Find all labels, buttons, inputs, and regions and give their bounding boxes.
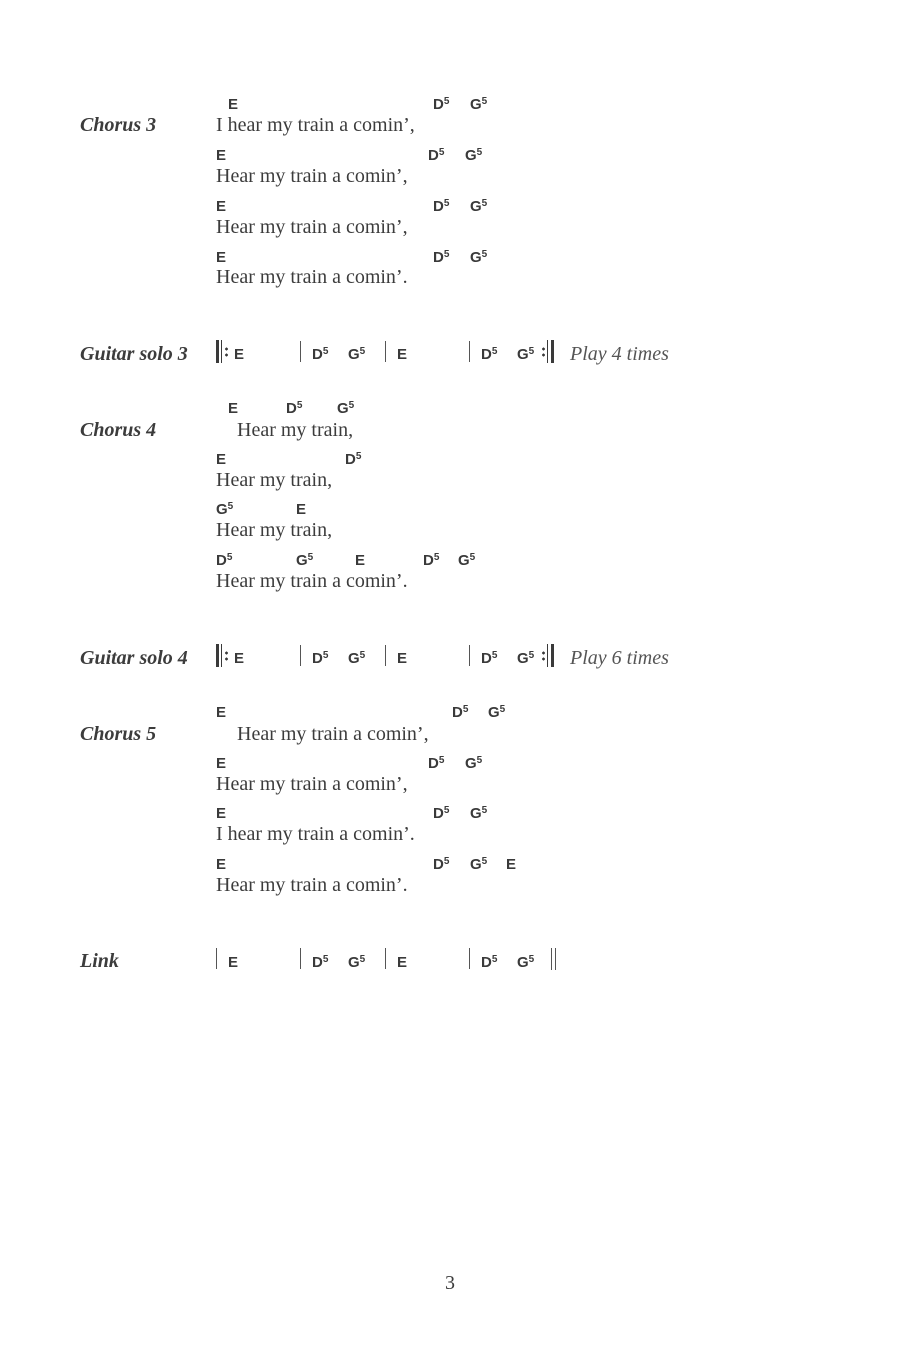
chord: $G^5$ [488,704,506,721]
repeat-end-barline [547,340,548,363]
chord: $D^5$ [433,96,450,113]
section-label: Guitar solo 3 [80,343,188,365]
repeat-instruction: Play 4 times [570,343,669,365]
lyric-line: Hear my train a comin’, [237,723,429,745]
chord: $D^5$ [345,451,362,468]
chord: E [216,704,227,721]
repeat-start-barline [216,644,219,667]
chord: E [397,954,408,971]
section-label: Chorus 4 [80,419,157,441]
chord: $D^5$ [433,198,450,215]
chord: E [296,501,307,518]
section-label: Link [80,950,119,972]
barline [385,341,386,362]
chord: $G^5$ [348,650,366,667]
chord: $D^5$ [423,552,440,569]
repeat-dots [542,346,545,358]
chord: E [216,856,227,873]
double-barline [555,948,556,970]
repeat-dots [225,346,228,358]
chord: E [506,856,517,873]
page-number: 3 [445,1272,455,1294]
chord: $G^5$ [337,400,355,417]
chord: $D^5$ [312,346,329,363]
lyric-line: Hear my train, [216,469,333,491]
chord: $G^5$ [470,805,488,822]
section-label: Guitar solo 4 [80,647,188,669]
lyric-line: Hear my train, [237,419,354,441]
chord: E [228,400,239,417]
lyric-line: Hear my train a comin’, [216,216,408,238]
lyric-line: Hear my train, [216,519,333,541]
repeat-end-barline [551,340,554,363]
chord: $D^5$ [481,346,498,363]
repeat-dots [225,650,228,662]
chord: $G^5$ [465,755,483,772]
chord: $G^5$ [348,346,366,363]
repeat-instruction: Play 6 times [570,647,669,669]
chord: E [234,650,245,667]
chord: $G^5$ [470,198,488,215]
chord: $G^5$ [348,954,366,971]
repeat-start-barline [221,644,222,667]
chord: $D^5$ [452,704,469,721]
double-barline [551,948,552,970]
chord: E [397,346,408,363]
repeat-end-barline [551,644,554,667]
repeat-start-barline [221,340,222,363]
barline [385,645,386,666]
barline [469,645,470,666]
chord: $D^5$ [428,147,445,164]
chord: $G^5$ [517,346,535,363]
section-label: Chorus 3 [80,114,157,136]
lyric-line: Hear my train a comin’, [216,165,408,187]
lyric-line: Hear my train a comin’. [216,266,408,288]
chord: $G^5$ [458,552,476,569]
chord: $D^5$ [216,552,233,569]
section-label: Chorus 5 [80,723,157,745]
chord: $D^5$ [433,805,450,822]
chord: $D^5$ [312,954,329,971]
barline [469,948,470,969]
chord: E [216,249,227,266]
chord: $D^5$ [428,755,445,772]
barline [216,948,217,969]
chord: E [216,805,227,822]
lyric-line: I hear my train a comin’. [216,823,415,845]
barline [300,341,301,362]
chord: $G^5$ [465,147,483,164]
chord: $D^5$ [286,400,303,417]
chord: $G^5$ [216,501,234,518]
repeat-start-barline [216,340,219,363]
lyric-line: I hear my train a comin’, [216,114,415,136]
chord: $D^5$ [433,249,450,266]
chord: $G^5$ [470,96,488,113]
barline [469,341,470,362]
chord: $G^5$ [470,856,488,873]
chord: $D^5$ [481,650,498,667]
chord: E [355,552,366,569]
chord: $G^5$ [296,552,314,569]
chord: E [228,96,239,113]
repeat-end-barline [547,644,548,667]
chord: $G^5$ [517,650,535,667]
chord: E [216,451,227,468]
chord: $D^5$ [433,856,450,873]
chord: E [216,147,227,164]
chord: E [216,198,227,215]
barline [300,948,301,969]
chord: $D^5$ [312,650,329,667]
lyric-line: Hear my train a comin’. [216,874,408,896]
chord: $D^5$ [481,954,498,971]
repeat-dots [542,650,545,662]
barline [300,645,301,666]
chord: $G^5$ [517,954,535,971]
chord: E [228,954,239,971]
barline [385,948,386,969]
chord: E [397,650,408,667]
chord: $G^5$ [470,249,488,266]
lyric-line: Hear my train a comin’. [216,570,408,592]
chord: E [234,346,245,363]
lyric-line: Hear my train a comin’, [216,773,408,795]
chord: E [216,755,227,772]
